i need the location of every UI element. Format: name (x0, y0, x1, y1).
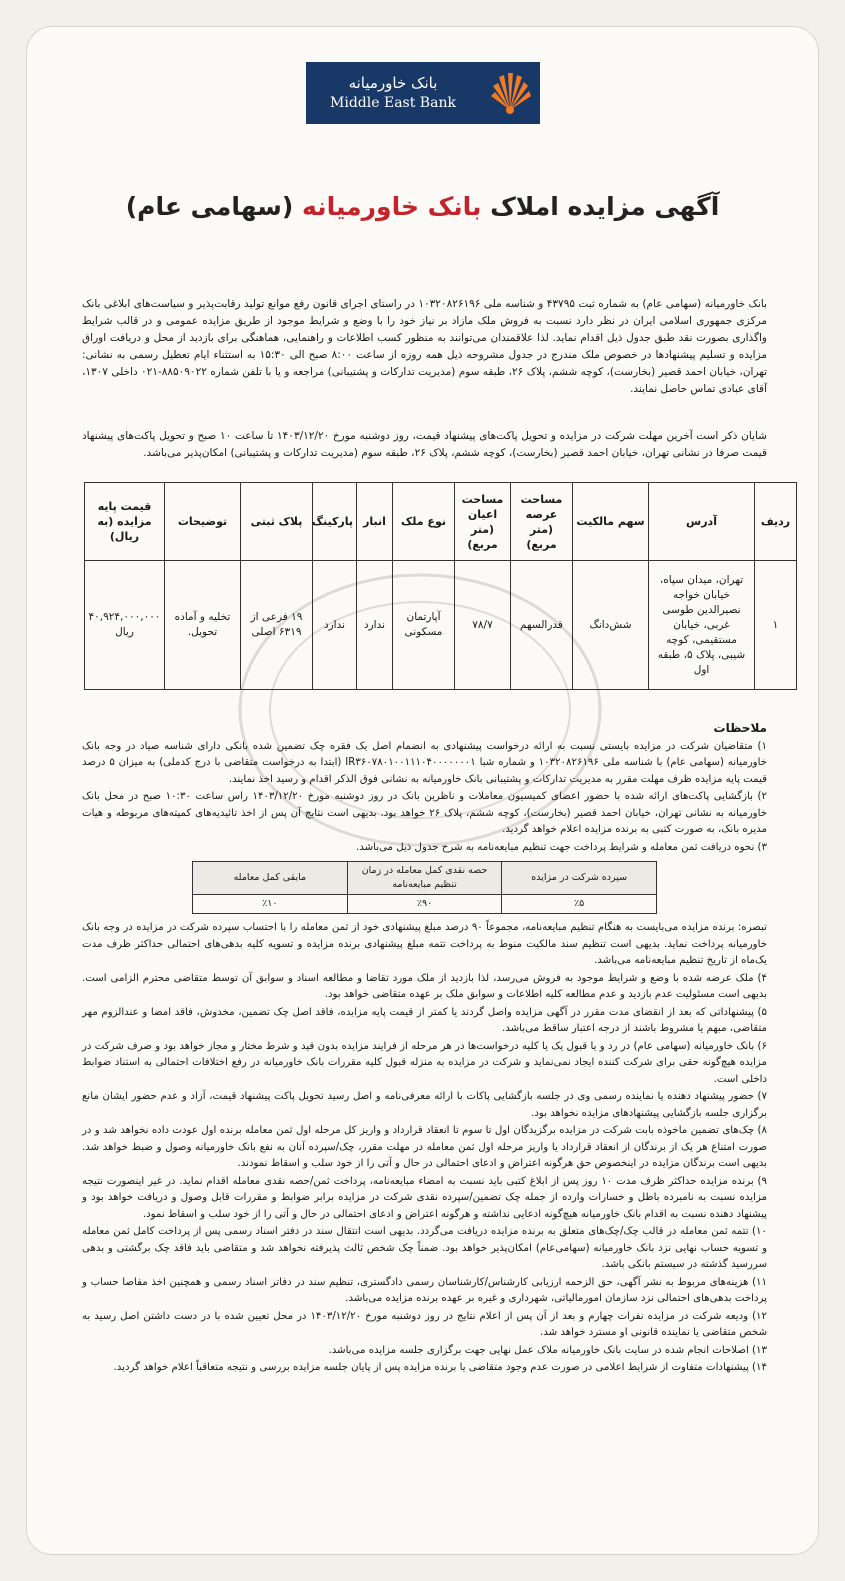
note-item: ۱۳) اصلاحات انجام شده در سایت بانک خاورمیانه ملاک عمل نهایی جهت برگزاری جلسه مزایده می‌باشد. (328, 1344, 767, 1356)
payment-row (193, 895, 657, 914)
cell-building-area: ۷۸/۷ (455, 561, 511, 690)
title-accent: بانک خاورمیانه (302, 192, 482, 221)
notes-section (82, 720, 767, 1378)
th-notes: توضیحات (165, 483, 241, 561)
note-item: ۶) بانک خاورمیانه (سهامی عام) در رد و یا قبول یک یا کلیه درخواست‌ها در هر مرحله از فرایند مزایده بدون قید و شرط مختار و مجاز خواهد بود و صرف شرکت در مزایده هیچ‌گونه حقی برای شرکت کننده ایجاد نمی‌نماید و شرکت در مزایده به منزله قبول کلیه مقررات بانک خاورمیانه در رفع اختلافات احتمالی به استناد ضوابط داخلی است. (82, 1040, 767, 1085)
cell-row: ۱ (755, 561, 797, 690)
cell-address: تهران، میدان سپاه، خیابان خواجه نصیرالدین طوسی غربی، خیابان مستقیمی، کوچه شیبی، پلاک ۵، طبقه اول (649, 561, 755, 690)
th-registry: پلاک ثبتی (241, 483, 313, 561)
intro-paragraph: بانک خاورمیانه (سهامی عام) به شماره ثبت ۴۳۷۹۵ و شناسه ملی ۱۰۳۲۰۸۲۶۱۹۶ در راستای اجرای قانون رفع موانع تولید رقابت‌پذیر و سیاست‌های ابلاغی بانک مرکزی جمهوری اسلامی ایران در نظر دارد نسبت به فروش ملک مازاد بر نیاز خود را با وضع و شرایط موجود از طریق مزایده عمومی و در قالب شرایط واگذاری بصورت نقد طبق جدول ذیل اقدام نماید. لذا علاقمندان می‌توانند به منظور کسب اطلاعات و راهنمایی، هماهنگی برای بازدید از محل و دریافت اوراق مزایده و تسلیم پیشنهادها در خصوص ملک مندرج در جدول مشروحه ذیل همه روزه از ساعت ۸:۰۰ صبح الی ۱۵:۳۰ به استثناء ایام تعطیل رسمی به نشانی: تهران، خیابان احمد قصیر (بخارست)، کوچه ششم، پلاک ۲۶، طبقه سوم (مدیریت تدارکات و پشتیبانی) مراجعه و یا با تلفن شماره ۸۸۵۰۹۰۲۲-۰۲۱ داخلی ۱۳۰۷، آقای عبادی تماس حاصل نمایند. (82, 298, 768, 395)
page-title (80, 192, 765, 221)
table-header-row (85, 483, 797, 561)
cell-registry: ۱۹ فرعی از ۶۳۱۹ اصلی (241, 561, 313, 690)
notes-heading: ملاحظات (713, 721, 767, 735)
pay-th-remainder: ما‌بقی کمل معامله (193, 862, 348, 895)
pay-th-deposit: سپرده شرکت در مزایده (502, 862, 657, 895)
logo-en: Middle East Bank (330, 95, 456, 111)
cell-storage: ندارد (357, 561, 393, 690)
note-item: ۹) برنده مزایده حداکثر ظرف مدت ۱۰ روز پس از ابلاغ کتبی باید نسبت به امضاء مبایعه‌نامه، پرداخت ثمن/حصه نقدی معامله اقدام نماید. در غیر اینصورت نتیجه مزایده نسبت به نامبرده باطل و خسارات وارده از جمله چک تضمین/سپرده نقدی شرکت در مزایده برابر ضوابط و مقررات قابل وصول و دریافت خواهد بود و پیشنهاد دهنده نسبت به اقدام بانک خاورمیانه هیچ‌گونه ادعایی نداشته و هرگونه اعتراض و ادعای احتمالی در حال و آتی را از خود سلب و اسقاط نمود. (82, 1175, 768, 1220)
th-land-area: مساحت عرصه (متر مربع) (511, 483, 573, 561)
th-share: سهم مالکیت (573, 483, 649, 561)
title-suffix: (سهامی عام) (125, 192, 294, 221)
th-building-area: مساحت اعیان (متر مربع) (455, 483, 511, 561)
note-item: ۱) متقاضیان شرکت در مزایده بایستی نسبت به ارائه درخواست پیشنهادی به انضمام اصل یک فقره چک تضمین شده بانکی دارای شناسه صیاد در وجه بانک خاورمیانه (سهامی عام) با شناسه ملی ۱۰۳۲۰۸۲۶۱۹۶ و شماره شبا IR۳۶۰۷۸۰۱۰۰۱۱۱۰۴۰۰۰۰۰۰۰۱ (ابتدا به درخواست متقاضی با درج کدملی) به میزان ۵ درصد قیمت پایه مزایده ظرف مهلت مقرر به مدیریت تدارکات و پشتیبانی بانک خاورمیانه به نشانی فوق الذکر اقدام و رسید اخذ نمایند. (82, 740, 767, 785)
th-address: آدرس (649, 483, 755, 561)
cell-parking: ندارد (313, 561, 357, 690)
sunburst-icon (480, 62, 540, 124)
note-item: ۸) چک‌های تضمین ماخوذه بابت شرکت در مزایده برگزیدگان اول تا سوم تا انعقاد قرارداد و واریز کل مرحله اول ثمن معامله برنده اول عودت داده نخواهد شد و در صورت امتناع هر یک از برندگان از انعقاد قرارداد یا واریز مرحله اول ثمن معامله در مهلت مقرر، چک/سپرده آنان به نفع بانک خاورمیانه وصول و ضبط خواهد شد. بدیهی است برندگان مزایده در اینخصوص حق هرگونه اعتراض و ادعای احتمالی در حال و آتی را از خود سلب و اسقاط نمودند. (82, 1125, 767, 1169)
note-item: ۱۰) تتمه ثمن معامله در قالب چک/چک‌های متعلق به برنده مزایده دریافت می‌گردد. بدیهی است انتقال سند در دفتر اسناد رسمی پس از پرداخت کامل ثمن معامله و تسویه حساب نهایی نزد بانک خاورمیانه (سهامی‌عام) امکان‌پذیر خواهد بود. ضمناً چک شخص ثالث پذیرفته نخواهد شد و متقاضی باید فاقد چک برگشتی و بدهی سررسید گذشته در سیستم بانکی باشد. (82, 1226, 767, 1270)
note-item: ۵) پیشنهاداتی که بعد از انقضای مدت مقرر در آگهی مزایده واصل گردند یا کمتر از قیمت پایه مزایده، فاقد اصل چک تضمین، مخدوش، فاقد امضا و عندالزوم مهر متقاضی، مبهم یا مشروط باشند از درجه اعتبار ساقط می‌باشد. (82, 1006, 767, 1034)
payment-table (192, 861, 657, 914)
pay-deposit: ٪۵ (502, 895, 657, 914)
note-item: ۲) بازگشایی پاکت‌های ارائه شده با حضور اعضای کمیسیون معاملات و ناظرین بانک در روز دوشنبه مورخ ۱۴۰۳/۱۲/۲۰ راس ساعت ۱۰:۳۰ صبح در محل بانک خاورمیانه به نشانی تهران، خیابان احمد قصیر (بخارست)، کوچه ششم، پلاک ۲۶ خواهد بود. بدیهی است نتایج آن پس از اخذ تائیدیه‌های کمیته‌های مربوطه و هیات مدیره بانک، به صورت کتبی به برنده مزایده اعلام خواهد گردید. (82, 791, 768, 835)
th-property-type: نوع ملک (393, 483, 455, 561)
th-parking: پارکینگ (313, 483, 357, 561)
note-item: ۱۱) هزینه‌های مربوط به نشر آگهی، حق الزحمه ارزیابی کارشناس/کارشناسان رسمی دادگستری، تنظیم سند در دفاتر اسناد رسمی و همچنین اخذ مفاصا حساب و پرداخت بدهی‌های احتمالی نزد سازمان امورمالیاتی، شهرداری و غیره بر عهده برنده مزایده می‌باشد. (82, 1276, 767, 1304)
cell-land-area: قدرالسهم (511, 561, 573, 690)
cell-share: شش‌دانگ (573, 561, 649, 690)
th-storage: انبار (357, 483, 393, 561)
th-base-price: قیمت پایه مزایده (به ریال) (85, 483, 165, 561)
table-row (85, 561, 797, 690)
bank-logo (306, 62, 540, 124)
note-item: ۴) ملک عرضه شده با وضع و شرایط موجود به فروش می‌رسد، لذا بازدید از ملک مورد تقاضا و مطالعه اسناد و سوابق آن توسط متقاضی محترم الزامی است. بدیهی است مسئولیت عدم بازدید و عدم مطالعه کلیه اطلاعات و سوابق ملک بر عهده متقاضی خواهد بود. (82, 972, 767, 1000)
pay-cash: ٪۹۰ (347, 895, 502, 914)
cell-property-type: آپارتمان مسکونی (393, 561, 455, 690)
note-item: ۳) نحوه دریافت ثمن معامله و شرایط پرداخت جهت تنظیم مبایعه‌نامه به شرح جدول ذیل می‌باشد. (355, 841, 767, 853)
note-item: ۱۲) ودیعه شرکت در مزایده نفرات چهارم و بعد از آن پس از اعلام نتایج در روز دوشنبه مورخ ۱۴۰۳/۱۲/۲۰ در محل تعیین شده با در دست داشتن اصل رسید به شخص متقاضی یا نماینده قانونی او مسترد خواهد شد. (82, 1310, 767, 1338)
th-row: ردیف (755, 483, 797, 561)
property-table (84, 482, 797, 690)
note-item: ۷) حضور پیشنهاد دهنده یا نماینده رسمی وی در جلسه بازگشایی پاکات با ارائه معرفی‌نامه و اصل رسید تحویل پاکت پیشنهاد قیمت، آزاد و عدم حضور ایشان مانع برگزاری جلسه بازگشایی پیشنهادهای مزایده نخواهد بود. (82, 1091, 767, 1119)
note-item: ۱۴) پیشنهادات متفاوت از شرایط اعلامی در صورت عدم وجود متقاضی یا برنده مزایده پس از پایان جلسه مزایده بررسی و نتیجه متعاقباً اعلام خواهد گردید. (113, 1362, 767, 1373)
note-item: تبصره: برنده مزایده می‌بایست به هنگام تنظیم مبایعه‌نامه، مجموعاً ۹۰ درصد مبلغ پیشنهادی خود از ثمن معامله را با احتساب سپرده شرکت در مزایده در وجه بانک خاورمیانه پرداخت نماید. بدیهی است تنظیم سند مالکیت منوط به پرداخت تتمه مبلغ پیشنهادی برنده مزایده و تسویه کلیه بدهی‌های احتمالی حداکثر ظرف مدت یک‌ماه از تاریخ تنظیم مبایعه‌نامه می‌باشد. (82, 922, 768, 966)
payment-header-row (193, 862, 657, 895)
title-prefix: آگهی مزایده املاک (490, 192, 720, 221)
logo-fa: بانک خاورمیانه (348, 74, 438, 92)
pay-th-cash: حصه نقدی کمل معامله در زمان تنظیم مبایعه‌نامه (347, 862, 502, 895)
cell-base-price: ۴۰,۹۲۴,۰۰۰,۰۰۰ ریال (85, 561, 165, 690)
pay-remainder: ٪۱۰ (193, 895, 348, 914)
deadline-paragraph: شایان ذکر است آخرین مهلت شرکت در مزایده و تحویل پاکت‌های پیشنهاد قیمت، روز دوشنبه مورخ ۱۴۰۳/۱۲/۲۰ تا ساعت ۱۰ صبح و تحویل پاکت‌های پیشنهاد قیمت صرفا در نشانی تهران، خیابان احمد قصیر (بخارست)، کوچه ششم، پلاک ۲۶، طبقه سوم (مدیریت تدارکات و پشتیبانی) امکان‌پذیر می‌باشد. (82, 430, 767, 459)
cell-notes: تخلیه و آماده تحویل. (165, 561, 241, 690)
